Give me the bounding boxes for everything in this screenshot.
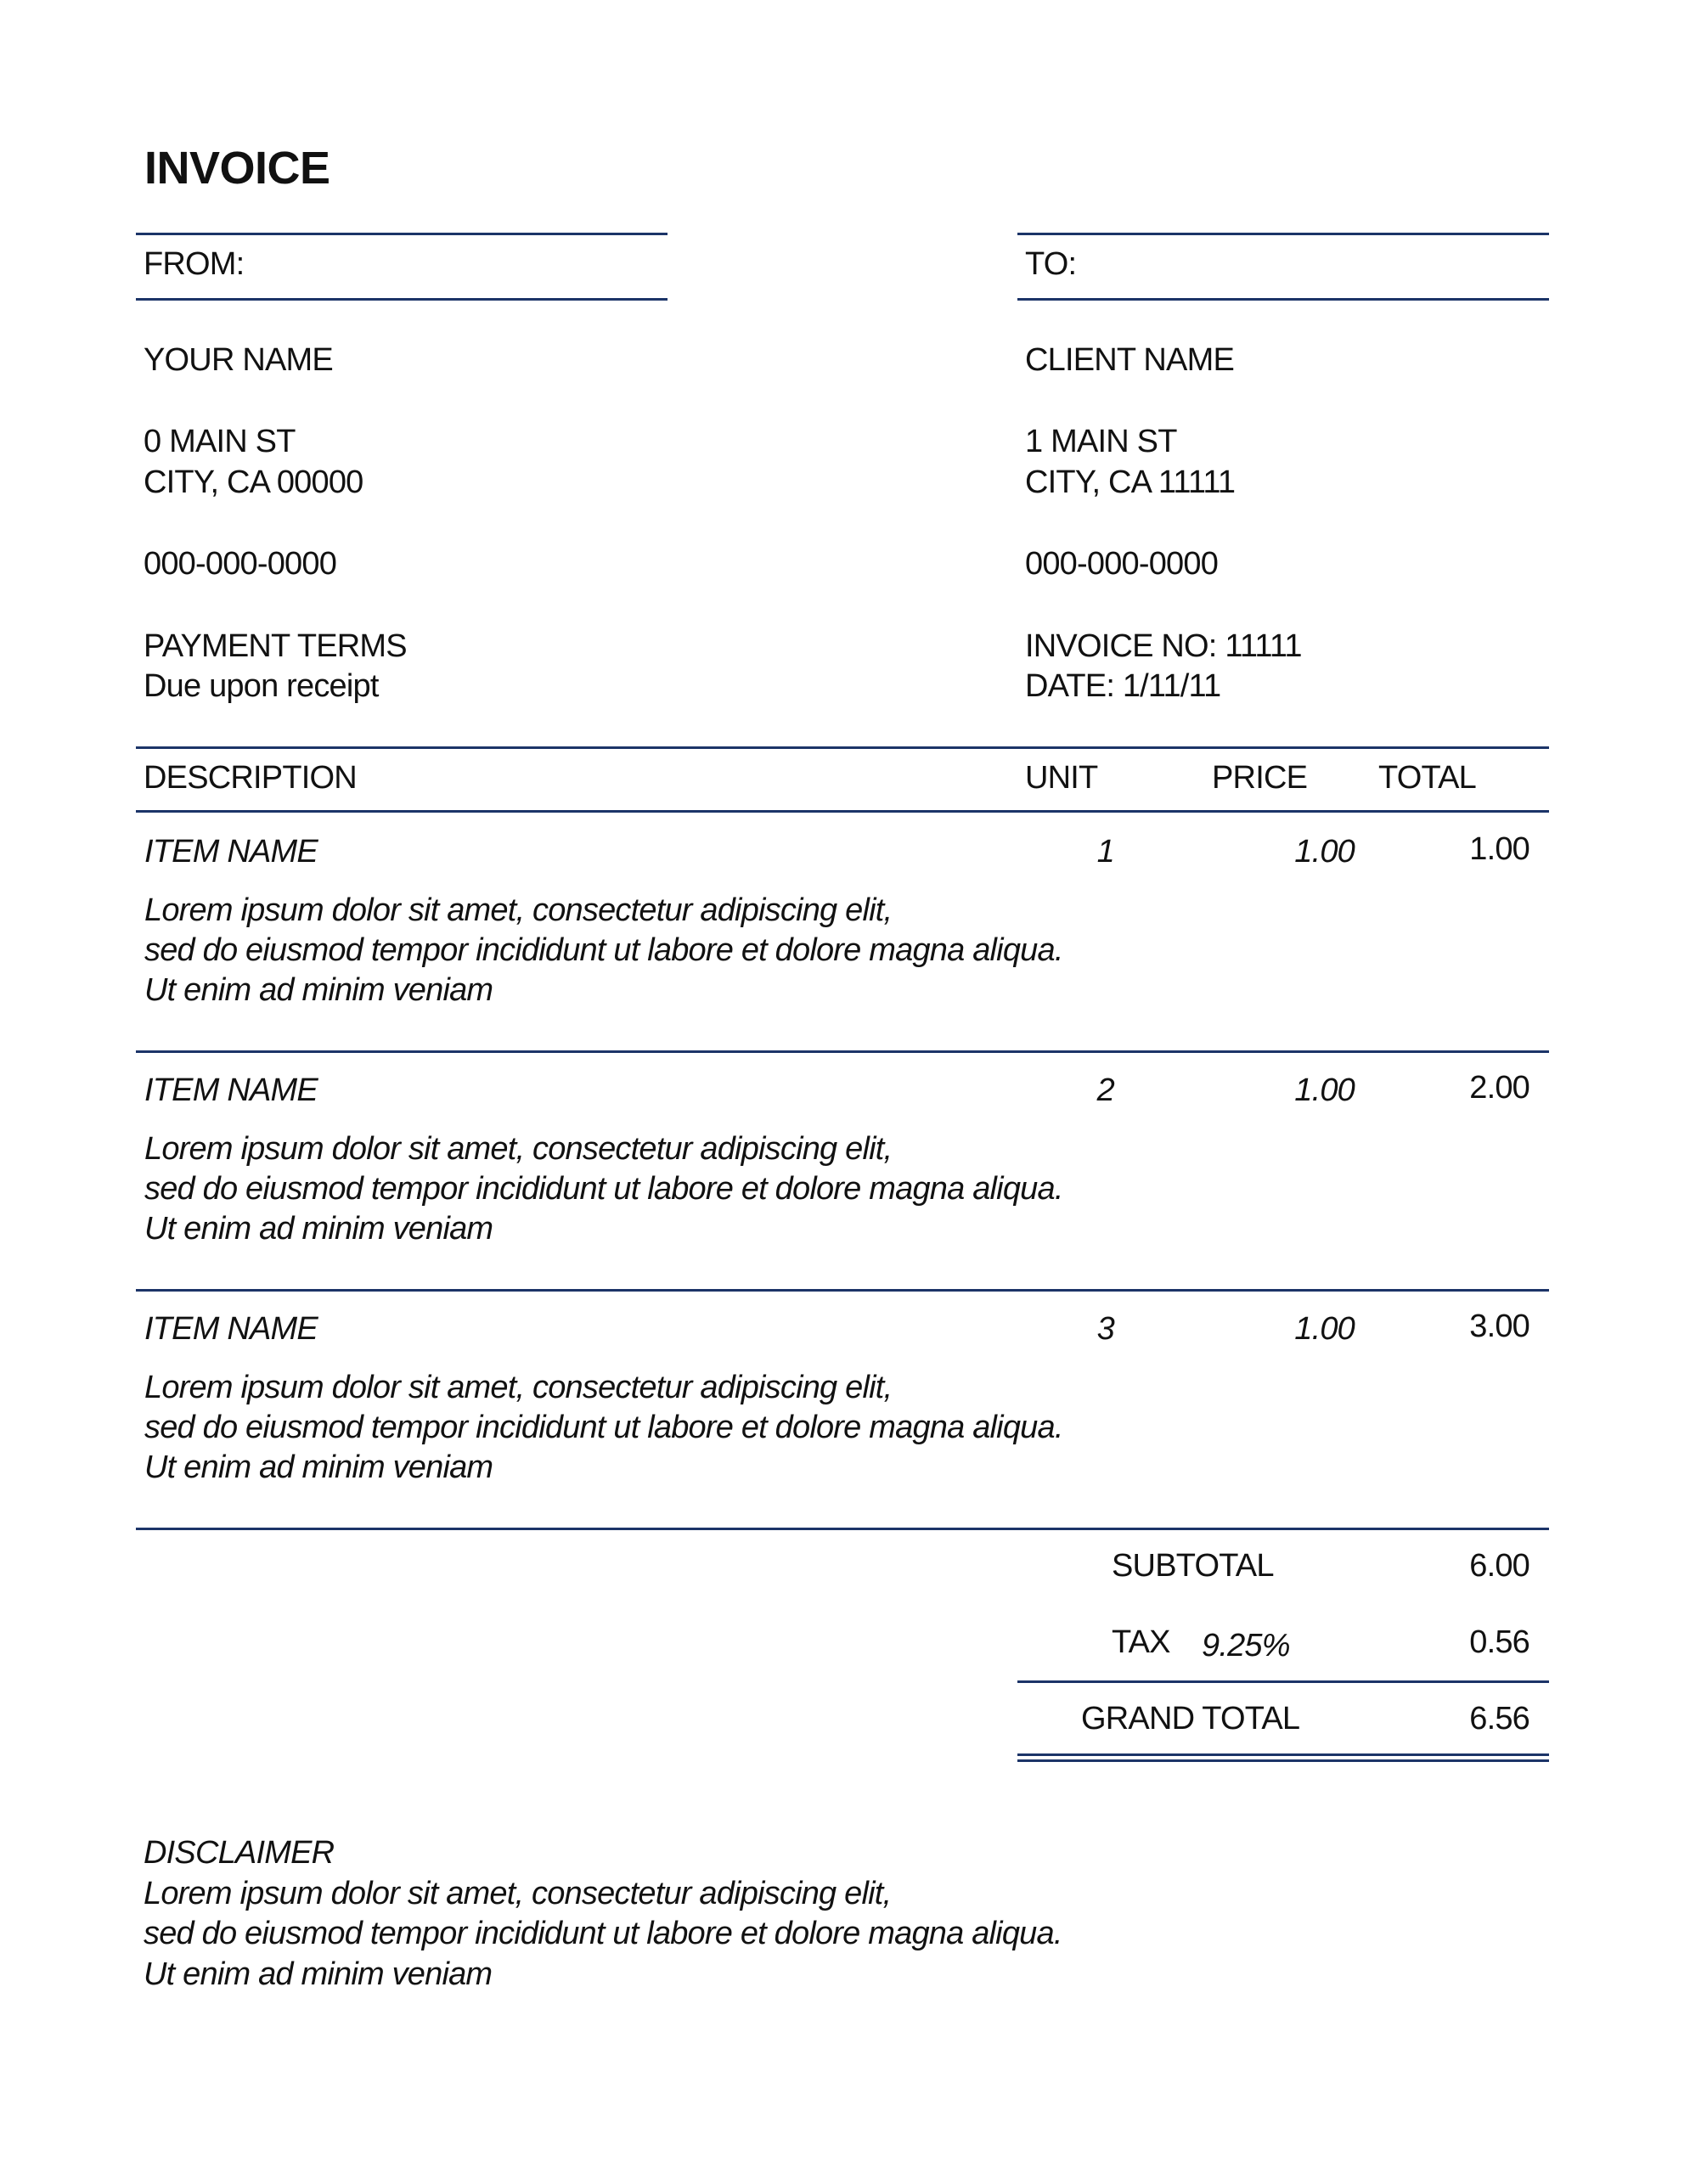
item-unit: 3 — [1096, 1311, 1114, 1347]
client-address-1: 1 MAIN ST — [1025, 424, 1177, 459]
item-total: 2.00 — [1469, 1070, 1529, 1106]
sender-name: YOUR NAME — [144, 342, 333, 378]
divider — [136, 233, 668, 235]
item-description-line: Lorem ipsum dolor sit amet, consectetur adipiscing elit, — [144, 892, 893, 928]
page-title: INVOICE — [144, 143, 330, 194]
table-top-line — [136, 746, 1549, 749]
divider — [1017, 298, 1549, 301]
item-description-line: sed do eiusmod tempor incididunt ut labore et dolore magna aliqua. — [144, 1410, 1063, 1445]
sender-phone: 000-000-0000 — [144, 546, 337, 582]
divider — [1017, 1680, 1549, 1683]
item-description-line: Lorem ipsum dolor sit amet, consectetur adipiscing elit, — [144, 1131, 893, 1167]
item-description-line: Ut enim ad minim veniam — [144, 1211, 493, 1247]
header-unit: UNIT — [1025, 760, 1098, 796]
subtotal-label: SUBTOTAL — [1112, 1548, 1274, 1584]
client-name: CLIENT NAME — [1025, 342, 1234, 378]
item-description-line: Ut enim ad minim veniam — [144, 972, 493, 1008]
item-total: 3.00 — [1469, 1309, 1529, 1344]
row-divider — [136, 1528, 1549, 1530]
invoice-number: INVOICE NO: 11111 — [1025, 628, 1302, 664]
to-label: TO: — [1025, 246, 1077, 282]
header-price: PRICE — [1212, 760, 1308, 796]
sender-address-2: CITY, CA 00000 — [144, 464, 363, 500]
payment-terms-label: PAYMENT TERMS — [144, 628, 407, 664]
item-total: 1.00 — [1469, 831, 1529, 867]
item-price: 1.00 — [1294, 1311, 1355, 1347]
divider — [1017, 233, 1549, 235]
row-divider — [136, 1289, 1549, 1292]
item-price: 1.00 — [1294, 1072, 1355, 1108]
double-underline — [1017, 1753, 1549, 1756]
item-description-line: Lorem ipsum dolor sit amet, consectetur adipiscing elit, — [144, 1370, 893, 1405]
row-divider — [136, 1050, 1549, 1053]
header-description: DESCRIPTION — [144, 760, 357, 796]
disclaimer-line: sed do eiusmod tempor incididunt ut labore et dolore magna aliqua. — [144, 1916, 1062, 1951]
grand-total-label: GRAND TOTAL — [1081, 1701, 1300, 1737]
item-name: ITEM NAME — [144, 1311, 318, 1347]
tax-label: TAX — [1112, 1624, 1170, 1660]
header-total: TOTAL — [1378, 760, 1476, 796]
from-label: FROM: — [144, 246, 245, 282]
item-description-line: sed do eiusmod tempor incididunt ut labore et dolore magna aliqua. — [144, 932, 1063, 968]
item-name: ITEM NAME — [144, 834, 318, 870]
grand-total-value: 6.56 — [1469, 1701, 1529, 1737]
subtotal-value: 6.00 — [1469, 1548, 1529, 1584]
item-unit: 1 — [1096, 834, 1114, 870]
header-bottom-line — [136, 810, 1549, 813]
invoice-date: DATE: 1/11/11 — [1025, 668, 1221, 704]
sender-address-1: 0 MAIN ST — [144, 424, 296, 459]
divider — [136, 298, 668, 301]
disclaimer-line: Ut enim ad minim veniam — [144, 1956, 493, 1992]
item-price: 1.00 — [1294, 834, 1355, 870]
payment-terms-value: Due upon receipt — [144, 668, 379, 704]
tax-value: 0.56 — [1469, 1624, 1529, 1660]
tax-rate: 9.25% — [1202, 1628, 1290, 1663]
item-description-line: sed do eiusmod tempor incididunt ut labore et dolore magna aliqua. — [144, 1171, 1063, 1207]
client-phone: 000-000-0000 — [1025, 546, 1219, 582]
disclaimer-label: DISCLAIMER — [144, 1835, 335, 1871]
item-description-line: Ut enim ad minim veniam — [144, 1449, 493, 1485]
item-unit: 2 — [1096, 1072, 1114, 1108]
disclaimer-line: Lorem ipsum dolor sit amet, consectetur adipiscing elit, — [144, 1876, 892, 1911]
item-name: ITEM NAME — [144, 1072, 318, 1108]
client-address-2: CITY, CA 11111 — [1025, 464, 1236, 500]
double-underline — [1017, 1759, 1549, 1762]
